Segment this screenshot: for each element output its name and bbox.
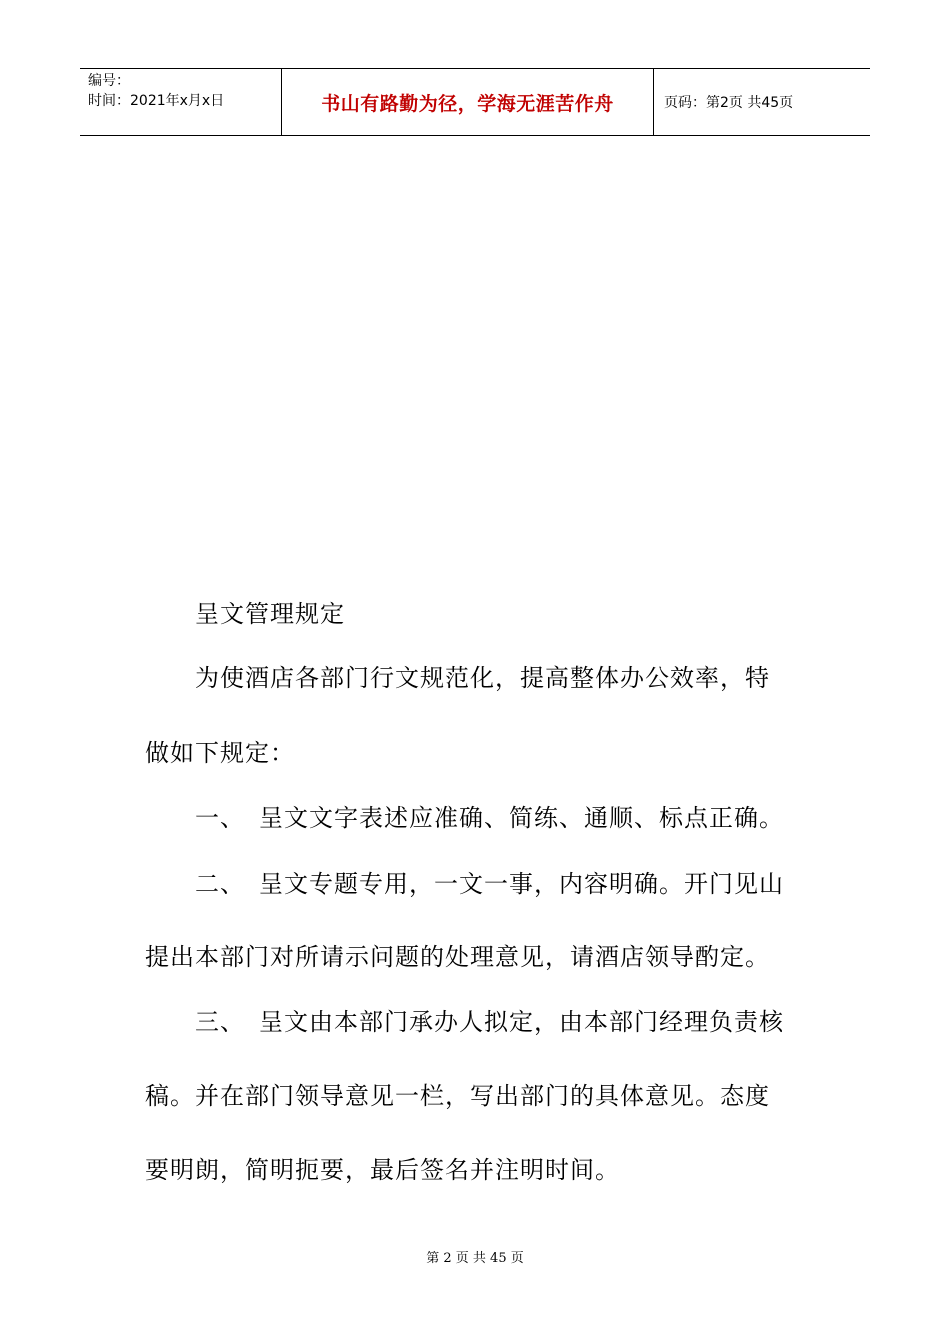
page-footer: 第 2 页 共 45 页 [426, 1251, 524, 1266]
number-label: 编号： [88, 73, 130, 89]
date-label: 时间：2021年x月x日 [88, 93, 225, 109]
motto-text: 书山有路勤为径，学海无涯苦作舟 [321, 92, 614, 115]
item-3-line-3: 要明朗，简明扼要，最后签名并注明时间。 [145, 1156, 620, 1184]
item-2-text: 呈文专题专用，一文一事，内容明确。开门见山 [259, 870, 784, 898]
item-2-line-2: 提出本部门对所请示问题的处理意见，请酒店领导酌定。 [145, 943, 770, 971]
header-page-info [654, 69, 870, 135]
page-header [80, 68, 870, 136]
item-2-line-1 [195, 868, 784, 900]
page-info-text: 页码：第2页 共45页 [664, 95, 794, 111]
document-title: 呈文管理规定 [195, 600, 345, 628]
intro-line-1: 为使酒店各部门行文规范化，提高整体办公效率，特 [195, 664, 770, 692]
intro-line-2: 做如下规定： [145, 739, 295, 767]
item-2-number: 二、 [195, 870, 245, 898]
item-1-number: 一、 [195, 804, 245, 832]
item-3-line-1 [195, 1006, 784, 1038]
header-motto-cell [281, 69, 654, 135]
header-meta [80, 69, 281, 135]
item-1-line-1 [195, 802, 784, 834]
item-3-number: 三、 [195, 1008, 245, 1036]
item-3-line-2: 稿。并在部门领导意见一栏，写出部门的具体意见。态度 [145, 1082, 770, 1110]
item-1-text: 呈文文字表述应准确、简练、通顺、标点正确。 [259, 804, 784, 832]
item-3-text: 呈文由本部门承办人拟定，由本部门经理负责核 [259, 1008, 784, 1036]
